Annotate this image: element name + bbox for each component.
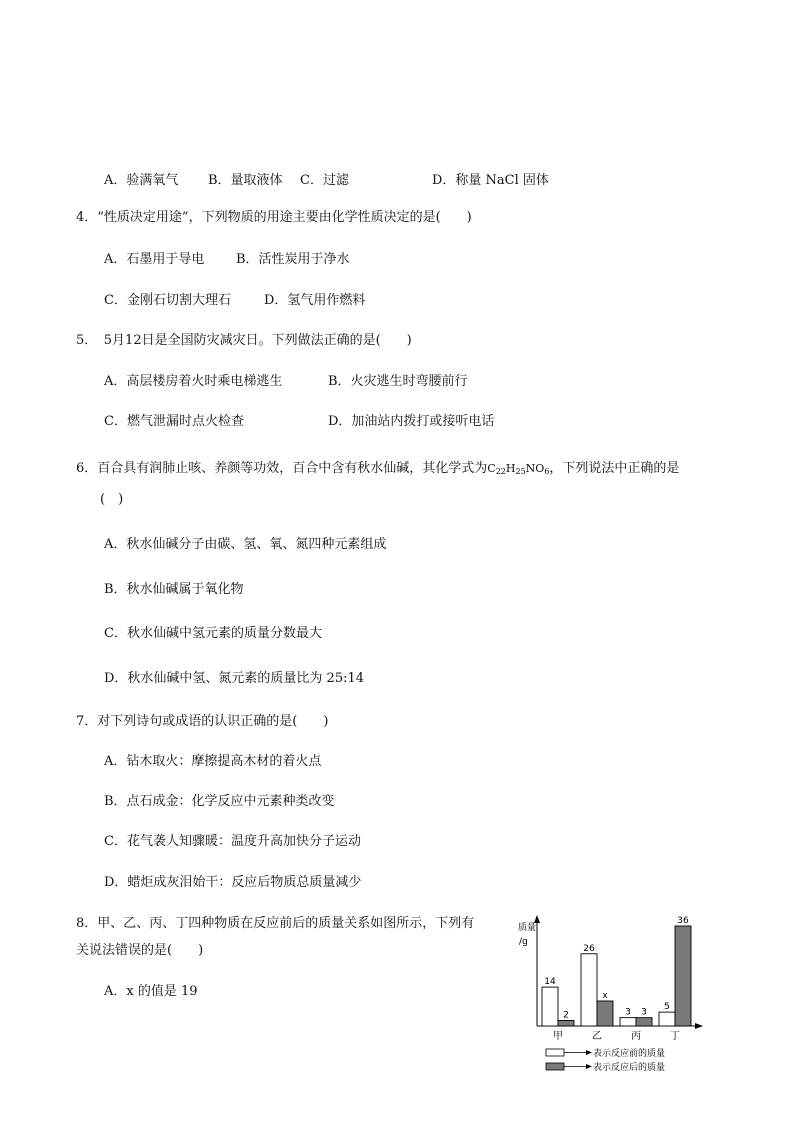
bar-before-1: [581, 954, 597, 1026]
category-label-2: 丙: [631, 1031, 641, 1042]
q4-option-a: A．石墨用于导电: [104, 252, 205, 267]
bar-before-2: [620, 1018, 636, 1026]
bar-before-3: [659, 1012, 675, 1026]
legend-after-swatch: [546, 1063, 564, 1070]
bar-label-after-3: 36: [677, 916, 689, 926]
q6-stem-before: 6．百合具有润肺止咳、养颜等功效，百合中含有秋水仙碱，其化学式为: [76, 461, 488, 476]
bar-after-2: [636, 1018, 652, 1026]
legend-before-label: 表示反应前的质量: [593, 1049, 666, 1059]
q6-option-a: A．秋水仙碱分子由碳、氢、氧、氮四种元素组成: [104, 537, 387, 552]
q4-option-d: D．氢气用作燃料: [264, 293, 366, 308]
q6-option-d: D．秋水仙碱中氢、氮元素的质量比为 25:14: [104, 671, 365, 686]
bar-label-before-0: 14: [544, 977, 556, 988]
q5-option-b: B．火灾逃生时弯腰前行: [328, 374, 468, 389]
mass-bar-chart: [516, 912, 704, 1074]
q5-option-d: D．加油站内拨打或接听电话: [328, 414, 495, 429]
y-axis-label-2: /g: [519, 937, 528, 947]
q5-stem: 5． 5月12日是全国防灾减灾日。下列做法正确的是( ): [76, 333, 412, 348]
bar-label-after-1: x: [602, 991, 608, 1001]
q3-option-b: B．量取液体: [208, 173, 283, 188]
q6-paren: ( ): [100, 492, 124, 507]
category-label-0: 甲: [553, 1031, 563, 1042]
q8-stem-line2: 关说法错误的是( ): [76, 943, 204, 958]
bar-after-0: [558, 1020, 574, 1026]
q8-stem-line1: 8．甲、乙、丙、丁四种物质在反应前后的质量关系如图所示，下列有: [76, 916, 475, 931]
q5-option-c: C．燃气泄漏时点火检查: [104, 414, 244, 429]
y-axis-label-1: 质量: [518, 923, 537, 933]
q6-formula: $C_{22}H_{25}NO_6$: [487, 462, 550, 476]
q7-option-b: B．点石成金：化学反应中元素种类改变: [104, 794, 335, 809]
q7-option-c: C．花气袭人知骤暖：温度升高加快分子运动: [104, 834, 361, 849]
category-label-1: 乙: [592, 1031, 602, 1042]
q5-option-a: A．高层楼房着火时乘电梯逃生: [104, 374, 283, 389]
q6-stem: [76, 460, 679, 481]
q7-stem: 7．对下列诗句或成语的认识正确的是( ): [76, 714, 329, 729]
q7-option-d: D．蜡炬成灰泪始干：反应后物质总质量减少: [104, 875, 362, 890]
q6-option-c: C．秋水仙碱中氢元素的质量分数最大: [104, 626, 322, 641]
bar-label-before-1: 26: [583, 943, 595, 954]
q6-option-b: B．秋水仙碱属于氧化物: [104, 582, 244, 597]
q4-option-c: C．金刚石切割大理石: [104, 293, 231, 308]
bar-label-before-3: 5: [664, 1002, 670, 1013]
bar-after-1: [597, 1001, 613, 1026]
bar-label-after-2: 3: [641, 1007, 647, 1018]
q8-option-a: A．x 的值是 19: [104, 984, 198, 999]
bar-label-before-2: 3: [625, 1007, 631, 1018]
q4-option-b: B．活性炭用于净水: [236, 252, 350, 267]
bar-after-3: [675, 926, 691, 1026]
category-label-3: 丁: [670, 1031, 680, 1042]
q6-stem-after: ，下列说法中正确的是: [549, 461, 680, 476]
bar-before-0: [542, 987, 558, 1026]
q3-option-c: C．过滤: [300, 173, 349, 188]
q4-stem: 4．“性质决定用途”，下列物质的用途主要由化学性质决定的是( ): [76, 210, 472, 225]
q3-option-a: A．验满氧气: [104, 173, 179, 188]
legend-before-swatch: [546, 1049, 564, 1056]
q3-option-d: D．称量 NaCl 固体: [432, 173, 549, 188]
bar-label-after-0: 2: [563, 1010, 569, 1021]
legend-after-label: 表示反应后的质量: [593, 1063, 666, 1073]
q7-option-a: A．钻木取火：摩擦提高木材的着火点: [104, 754, 322, 769]
